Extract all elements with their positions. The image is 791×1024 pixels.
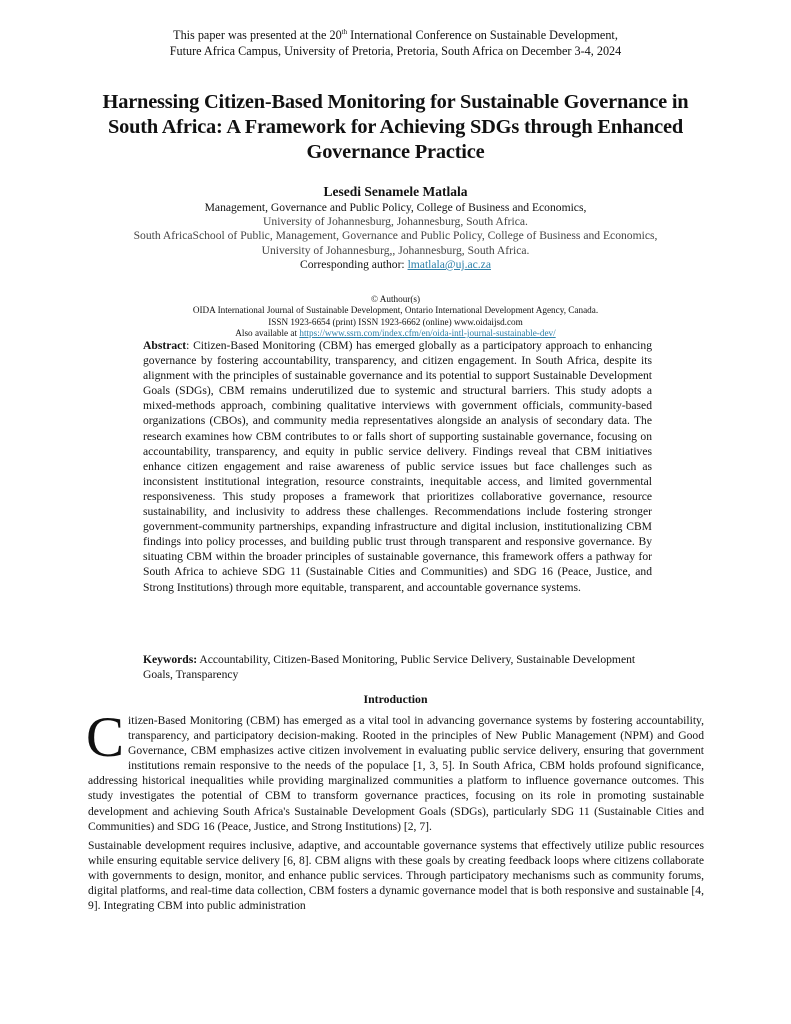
also-available-label: Also available at [235,328,300,339]
conference-line-1-text: This paper was presented at the 20 [173,28,342,42]
author-name: Lesedi Senamele Matlala [323,184,468,199]
copyright-line: © Authour(s) [370,294,421,304]
abstract-label: Abstract [143,339,187,352]
affiliation-line-2: University of Johannesburg, Johannesburg, South Africa. [263,215,528,229]
author-affiliations [0,201,791,272]
conference-note [0,27,791,59]
ordinal-suffix: th [341,28,348,36]
section-heading-introduction: Introduction [363,692,428,706]
corresponding-email-link[interactable]: lmatlala@uj.ac.za [407,257,491,271]
keywords-text: Accountability, Citizen-Based Monitoring, Public Service Delivery, Sustainable Development Goals, Transparency [143,653,636,682]
issn-line: ISSN 1923-6654 (print) ISSN 1923-6662 (online) www.oidaijsd.com [268,316,523,327]
journal-info [0,294,791,340]
abstract [143,338,652,595]
affiliation-line-3: South AfricaSchool of Public, Management, Governance and Public Policy, College of Business and Economics, [133,229,658,243]
abstract-text: : Citizen-Based Monitoring (CBM) has emerged globally as a participatory approach to enhancing governance by fostering accountability, transparency, and citizen engagement. In South Africa, despite its alignment with the principles of sustainable governance and its potential to support Sustainable Development Goals (SDGs), CBM remains underutilized due to systemic and structural barriers. This study adopts a mixed-methods approach, combining qualitative interviews with government officials, community-based organizations (CBOs), and community media representatives alongside an analysis of secondary data. The research examines how CBM contributes to or falls short of supporting sustainable governance, focusing on accountability, transparency, and equity in public service delivery. Findings reveal that CBM initiatives enhance citizen engagement and raise awareness of public service issues but face challenges such as inconsistent institutional integration, resource constraints, inequitable access, and limited governmental responsiveness. This study proposes a framework that prioritizes collaborative governance, resource sustainability, and inclusivity to address these challenges. Recommendations include fostering stronger government-community partnerships, expanding infrastructure and digital inclusion, institutionalizing CBM findings into policy processes, and building public trust through transparent and responsive governance. By situating CBM within the broader principles of sustainable governance, this framework offers a pathway for South Africa to achieve SDG 11 (Sustainable Cities and Communities) and SDG 16 (Peace, Justice, and Strong Institutions) through more equitable, transparent, and accountable governance systems. [143,339,652,594]
keywords [143,652,652,682]
ssrn-link[interactable]: https://www.ssrn.com/index.cfm/en/oida-intl-journal-sustainable-dev/ [299,328,556,339]
corresponding-author [0,258,791,272]
journal-name-line: OIDA International Journal of Sustainable Development, Ontario International Development Agency, Canada. [192,305,599,316]
intro-paragraph-2: Sustainable development requires inclusive, adaptive, and accountable governance systems that effectively utilize public resources while ensuring equitable service delivery [6, 8]. CBM aligns with these goals by creating feedback loops where citizens collaborate with governments to design, monitor, and enhance public services. Through participatory mechanisms such as community forums, digital platforms, and real-time data collection, CBM fosters a dynamic governance model that is both responsive and sustainable [4, 9]. Integrating CBM into public administration [88,839,704,913]
conference-line-1-rest: International Conference on Sustainable Development, [347,28,618,42]
drop-cap: C [86,706,125,769]
conference-line-2: Future Africa Campus, University of Pretoria, Pretoria, South Africa on December 3-4, 2024 [169,44,622,58]
keywords-label: Keywords: [143,653,198,666]
intro-paragraph-1 [86,706,704,834]
conference-line-1 [0,27,791,43]
intro-paragraph-1-text: itizen-Based Monitoring (CBM) has emerged as a vital tool in advancing governance systems by fostering accountability, transparency, and participatory decision-making. Rooted in the principles of New Public Management (NPM) and Good Governance, CBM emphasizes active citizen involvement in evaluating public service delivery, ensuring that government institutions remain responsive to the needs of the populace [1, 3, 5]. In South Africa, CBM holds profound significance, addressing historical inequalities while providing marginalized communities a platform to influence governance outcomes. This study investigates the potential of CBM to transform governance practices, focusing on its role in promoting sustainable development and achieving South Africa's Sustainable Development Goals (SDGs), particularly SDG 11 (Sustainable Cities and Communities) and SDG 16 (Peace, Justice, and Strong Institutions) [2, 7]. [88,714,704,833]
affiliation-line-4: University of Johannesburg,, Johannesburg, South Africa. [261,243,530,257]
affiliation-line-1: Management, Governance and Public Policy, College of Business and Economics, [204,201,587,214]
corresponding-label: Corresponding author: [300,257,408,271]
paper-title: Harnessing Citizen-Based Monitoring for Sustainable Governance in South Africa: A Framework for Achieving SDGs through Enhanced Governance Practice [102,91,689,163]
